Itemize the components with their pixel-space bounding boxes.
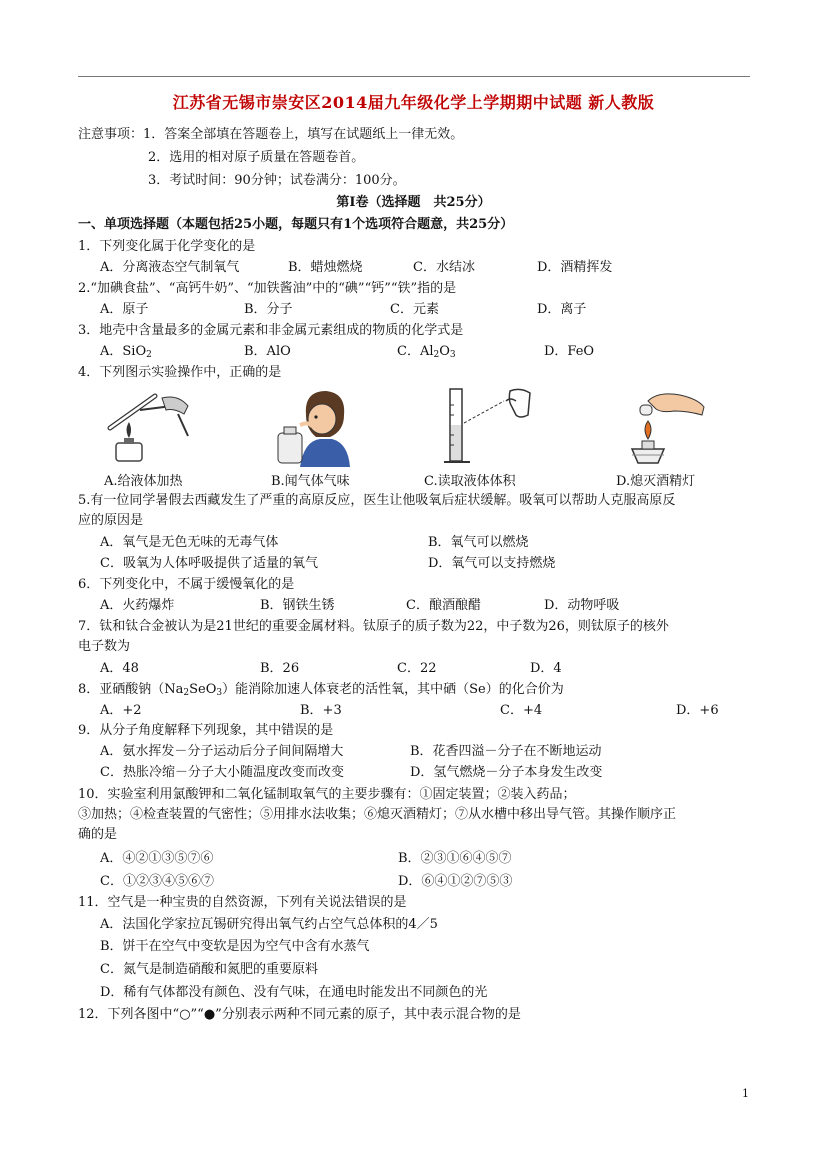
header-rule bbox=[78, 76, 750, 77]
figure-b-caption: B.闻气体气味 bbox=[271, 474, 350, 489]
q7-option-a: A．48 bbox=[100, 661, 139, 676]
question-3-stem: 3．地壳中含量最多的金属元素和非金属元素组成的物质的化学式是 bbox=[78, 323, 464, 338]
q8-option-d: D．+6 bbox=[676, 703, 719, 718]
question-5-stem: 5.有一位同学暑假去西藏发生了严重的高原反应，医生让他吸氧后症状缓解。吸氧可以帮助人克服高原反 bbox=[78, 493, 676, 508]
question-10-stem-cont: ③加热；④检查装置的气密性；⑤用排水法收集；⑥熄灭酒精灯；⑦从水槽中移出导气管。其操作顺序正 bbox=[78, 807, 677, 822]
q1-option-c: C．水结冰 bbox=[413, 260, 475, 275]
q6-option-c: C．酿酒酿醋 bbox=[406, 598, 481, 613]
q5-option-b: B．氧气可以燃烧 bbox=[428, 535, 529, 550]
notice-item-3: 3．考试时间：90分钟；试卷满分：100分。 bbox=[148, 173, 406, 188]
figure-c-caption: C.读取液体体积 bbox=[424, 474, 516, 489]
q11-option-c: C．氮气是制造硝酸和氮肥的重要原料 bbox=[100, 962, 318, 977]
figure-extinguish-lamp bbox=[618, 385, 708, 467]
q5-option-d: D．氧气可以支持燃烧 bbox=[428, 556, 556, 571]
q9-option-b: B．花香四溢－分子在不断地运动 bbox=[410, 744, 602, 759]
question-10-stem-end: 确的是 bbox=[78, 827, 118, 842]
q6-option-a: A．火药爆炸 bbox=[100, 598, 175, 613]
notice-label: 注意事项：1．答案全部填在答题卷上，填写在试题纸上一律无效。 bbox=[78, 127, 464, 142]
q3-option-d: D．FeO bbox=[544, 344, 595, 359]
q3-option-b: B．AlO bbox=[244, 344, 291, 359]
q2-option-a: A．原子 bbox=[100, 302, 149, 317]
q11-option-b: B．饼干在空气中变软是因为空气中含有水蒸气 bbox=[100, 939, 370, 954]
figure-smelling-gas bbox=[270, 385, 350, 467]
q2-option-b: B．分子 bbox=[244, 302, 293, 317]
q2-option-d: D．离子 bbox=[537, 302, 587, 317]
section-title: 第Ⅰ卷（选择题 共25分） bbox=[336, 195, 491, 210]
question-8-stem: 8．亚硒酸钠$(Na_2SeO_3)$能消除加速人体衰老的活性氧，其中硒（Se）的化合价为 bbox=[78, 682, 564, 698]
q7-option-b: B．26 bbox=[260, 661, 300, 676]
question-5-stem-cont: 应的原因是 bbox=[78, 513, 144, 528]
q7-option-d: D．4 bbox=[530, 661, 562, 676]
figure-a-caption: A.给液体加热 bbox=[104, 474, 183, 489]
q10-option-c: C．①②③④⑤⑥⑦ bbox=[100, 874, 214, 889]
q9-option-d: D．氢气燃烧－分子本身发生改变 bbox=[410, 765, 603, 780]
page-number: 1 bbox=[742, 1087, 749, 1100]
figure-reading-volume bbox=[440, 385, 535, 467]
question-4-stem: 4．下列图示实验操作中，正确的是 bbox=[78, 365, 282, 380]
section-heading: 一、单项选择题（本题包括25小题，每题只有1个选项符合题意，共25分） bbox=[78, 217, 514, 232]
question-11-stem: 11．空气是一种宝贵的自然资源，下列有关说法错误的是 bbox=[78, 895, 407, 910]
question-7-stem: 7．钛和钛合金被认为是21世纪的重要金属材料。钛原子的质子数为22，中子数为26，则钛原子的核外 bbox=[78, 619, 669, 634]
notice-item-1: 1．答案全部填在答题卷上，填写在试题纸上一律无效。 bbox=[143, 127, 464, 142]
q7-option-c: C．22 bbox=[397, 661, 437, 676]
q5-option-a: A．氧气是无色无味的无毒气体 bbox=[100, 535, 279, 550]
q11-option-a: A．法国化学家拉瓦锡研究得出氧气约占空气总体积的4／5 bbox=[100, 917, 438, 932]
question-6-stem: 6．下列变化中，不属于缓慢氧化的是 bbox=[78, 577, 295, 592]
q1-option-b: B．蜡烛燃烧 bbox=[288, 260, 363, 275]
q11-option-d: D．稀有气体都没有颜色、没有气味，在通电时能发出不同颜色的光 bbox=[100, 985, 488, 1000]
q3-option-c: C．$Al_2O_3$ bbox=[397, 344, 456, 360]
question-9-stem: 9．从分子角度解释下列现象，其中错误的是 bbox=[78, 723, 334, 738]
q10-option-d: D．⑥④①②⑦⑤③ bbox=[398, 874, 513, 889]
q5-option-c: C．吸氧为人体呼吸提供了适量的氧气 bbox=[100, 556, 318, 571]
question-7-stem-cont: 电子数为 bbox=[78, 639, 131, 654]
q1-option-d: D．酒精挥发 bbox=[537, 260, 613, 275]
figure-d-caption: D.熄灭酒精灯 bbox=[616, 474, 696, 489]
figure-heating-liquid bbox=[100, 388, 195, 468]
question-12-stem: 12．下列各图中“○”“●”分别表示两种不同元素的原子，其中表示混合物的是 bbox=[78, 1007, 521, 1022]
q10-option-a: A．④②①③⑤⑦⑥ bbox=[100, 851, 214, 866]
q1-option-a: A．分离液态空气制氧气 bbox=[100, 260, 240, 275]
q2-option-c: C．元素 bbox=[390, 302, 439, 317]
q9-option-a: A．氨水挥发－分子运动后分子间间隔增大 bbox=[100, 744, 344, 759]
q6-option-d: D．动物呼吸 bbox=[544, 598, 620, 613]
question-2-stem: 2.“加碘食盐”、“高钙牛奶”、“加铁酱油”中的“碘”“钙”“铁”指的是 bbox=[78, 281, 457, 296]
q9-option-c: C．热胀冷缩－分子大小随温度改变而改变 bbox=[100, 765, 344, 780]
q8-option-b: B．+3 bbox=[300, 703, 342, 718]
page-title: 江苏省无锡市崇安区2014届九年级化学上学期期中试题 新人教版 bbox=[172, 93, 655, 112]
q8-option-a: A．+2 bbox=[100, 703, 142, 718]
notice-item-2: 2．选用的相对原子质量在答题卷首。 bbox=[148, 150, 365, 165]
q10-option-b: B．②③①⑥④⑤⑦ bbox=[398, 851, 512, 866]
question-10-stem: 10．实验室利用氯酸钾和二氧化锰制取氧气的主要步骤有：①固定装置；②装入药品； bbox=[78, 787, 576, 802]
q3-option-a: A．SiO$_2$ bbox=[100, 344, 152, 360]
q6-option-b: B．钢铁生锈 bbox=[260, 598, 335, 613]
question-1-stem: 1．下列变化属于化学变化的是 bbox=[78, 239, 256, 254]
q8-option-c: C．+4 bbox=[500, 703, 543, 718]
